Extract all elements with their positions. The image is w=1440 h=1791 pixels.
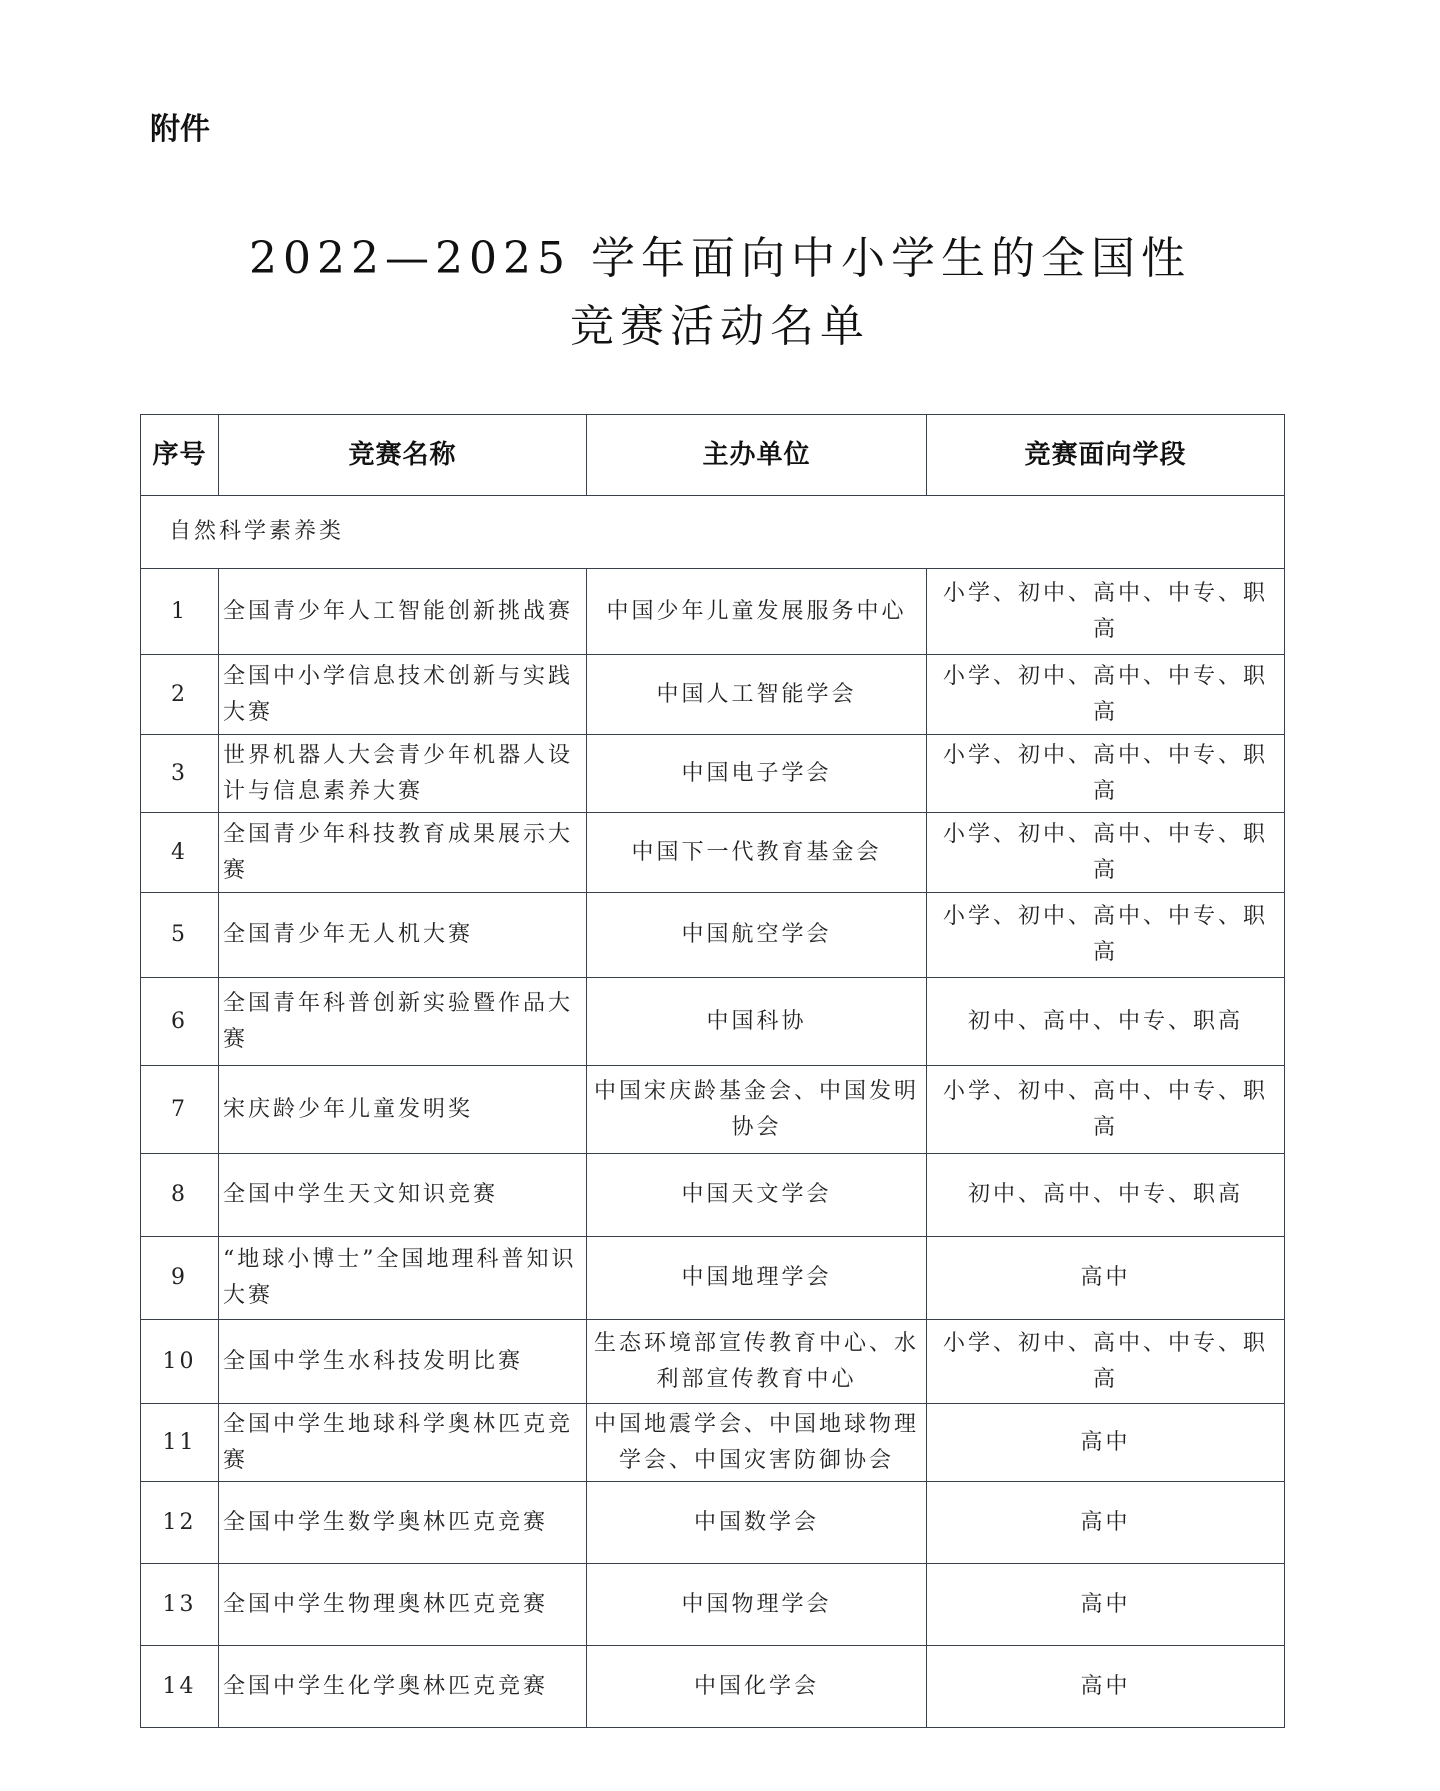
- table-row: [141, 1564, 1285, 1646]
- competition-name: 全国中学生数学奥林匹克竞赛: [219, 1482, 587, 1564]
- target-stage: 小学、初中、高中、中专、职高: [927, 655, 1285, 735]
- competition-name: 全国青少年无人机大赛: [219, 893, 587, 978]
- target-stage: 小学、初中、高中、中专、职高: [927, 893, 1285, 978]
- category-label: 自然科学素养类: [141, 496, 1285, 569]
- organizer: 中国少年儿童发展服务中心: [587, 569, 927, 655]
- target-stage: 小学、初中、高中、中专、职高: [927, 735, 1285, 813]
- row-index: 8: [141, 1154, 219, 1237]
- row-index: 12: [141, 1482, 219, 1564]
- row-index: 10: [141, 1320, 219, 1404]
- target-stage: 高中: [927, 1237, 1285, 1320]
- organizer: 中国航空学会: [587, 893, 927, 978]
- competition-name: 全国青年科普创新实验暨作品大赛: [219, 978, 587, 1066]
- row-index: 7: [141, 1066, 219, 1154]
- table-row: [141, 569, 1285, 655]
- organizer: 中国科协: [587, 978, 927, 1066]
- competition-name: 全国中学生水科技发明比赛: [219, 1320, 587, 1404]
- table-row: [141, 813, 1285, 893]
- competition-name: 全国中小学信息技术创新与实践大赛: [219, 655, 587, 735]
- competition-name: 全国中学生天文知识竞赛: [219, 1154, 587, 1237]
- competition-name: 全国青少年人工智能创新挑战赛: [219, 569, 587, 655]
- column-header-name: 竞赛名称: [219, 415, 587, 496]
- row-index: 11: [141, 1404, 219, 1482]
- organizer: 中国化学会: [587, 1646, 927, 1728]
- competition-name: 全国中学生物理奥林匹克竞赛: [219, 1564, 587, 1646]
- document-title-line1: 2022—2025 学年面向中小学生的全国性: [249, 233, 1191, 284]
- target-stage: 高中: [927, 1564, 1285, 1646]
- competition-table: [140, 414, 1285, 1728]
- organizer: 中国天文学会: [587, 1154, 927, 1237]
- attachment-label: 附件: [150, 112, 210, 147]
- organizer: 中国电子学会: [587, 735, 927, 813]
- competition-name: 世界机器人大会青少年机器人设计与信息素养大赛: [219, 735, 587, 813]
- column-header-stage: 竞赛面向学段: [927, 415, 1285, 496]
- organizer: 生态环境部宣传教育中心、水利部宣传教育中心: [587, 1320, 927, 1404]
- target-stage: 高中: [927, 1482, 1285, 1564]
- category-row: [141, 496, 1285, 569]
- table-row: [141, 978, 1285, 1066]
- competition-name: 全国中学生地球科学奥林匹克竞赛: [219, 1404, 587, 1482]
- table-row: [141, 1237, 1285, 1320]
- table-row: [141, 1646, 1285, 1728]
- row-index: 6: [141, 978, 219, 1066]
- table-row: [141, 1066, 1285, 1154]
- row-index: 9: [141, 1237, 219, 1320]
- organizer: 中国数学会: [587, 1482, 927, 1564]
- table-header-row: [141, 415, 1285, 496]
- table-row: [141, 1154, 1285, 1237]
- competition-name: 全国中学生化学奥林匹克竞赛: [219, 1646, 587, 1728]
- organizer: 中国地震学会、中国地球物理学会、中国灾害防御协会: [587, 1404, 927, 1482]
- row-index: 3: [141, 735, 219, 813]
- document-title-line2: 竞赛活动名单: [570, 301, 870, 352]
- competition-name: 全国青少年科技教育成果展示大赛: [219, 813, 587, 893]
- table-row: [141, 1320, 1285, 1404]
- row-index: 14: [141, 1646, 219, 1728]
- row-index: 13: [141, 1564, 219, 1646]
- table-row: [141, 893, 1285, 978]
- table-row: [141, 1482, 1285, 1564]
- column-header-organizer: 主办单位: [587, 415, 927, 496]
- organizer: 中国宋庆龄基金会、中国发明协会: [587, 1066, 927, 1154]
- competition-name: “地球小博士”全国地理科普知识大赛: [219, 1237, 587, 1320]
- row-index: 2: [141, 655, 219, 735]
- organizer: 中国地理学会: [587, 1237, 927, 1320]
- target-stage: 小学、初中、高中、中专、职高: [927, 569, 1285, 655]
- target-stage: 小学、初中、高中、中专、职高: [927, 813, 1285, 893]
- column-header-index: 序号: [141, 415, 219, 496]
- row-index: 5: [141, 893, 219, 978]
- table-row: [141, 655, 1285, 735]
- table-row: [141, 1404, 1285, 1482]
- organizer: 中国下一代教育基金会: [587, 813, 927, 893]
- row-index: 4: [141, 813, 219, 893]
- target-stage: 小学、初中、高中、中专、职高: [927, 1320, 1285, 1404]
- target-stage: 初中、高中、中专、职高: [927, 978, 1285, 1066]
- organizer: 中国物理学会: [587, 1564, 927, 1646]
- target-stage: 高中: [927, 1404, 1285, 1482]
- target-stage: 初中、高中、中专、职高: [927, 1154, 1285, 1237]
- competition-name: 宋庆龄少年儿童发明奖: [219, 1066, 587, 1154]
- organizer: 中国人工智能学会: [587, 655, 927, 735]
- target-stage: 小学、初中、高中、中专、职高: [927, 1066, 1285, 1154]
- table-row: [141, 735, 1285, 813]
- target-stage: 高中: [927, 1646, 1285, 1728]
- row-index: 1: [141, 569, 219, 655]
